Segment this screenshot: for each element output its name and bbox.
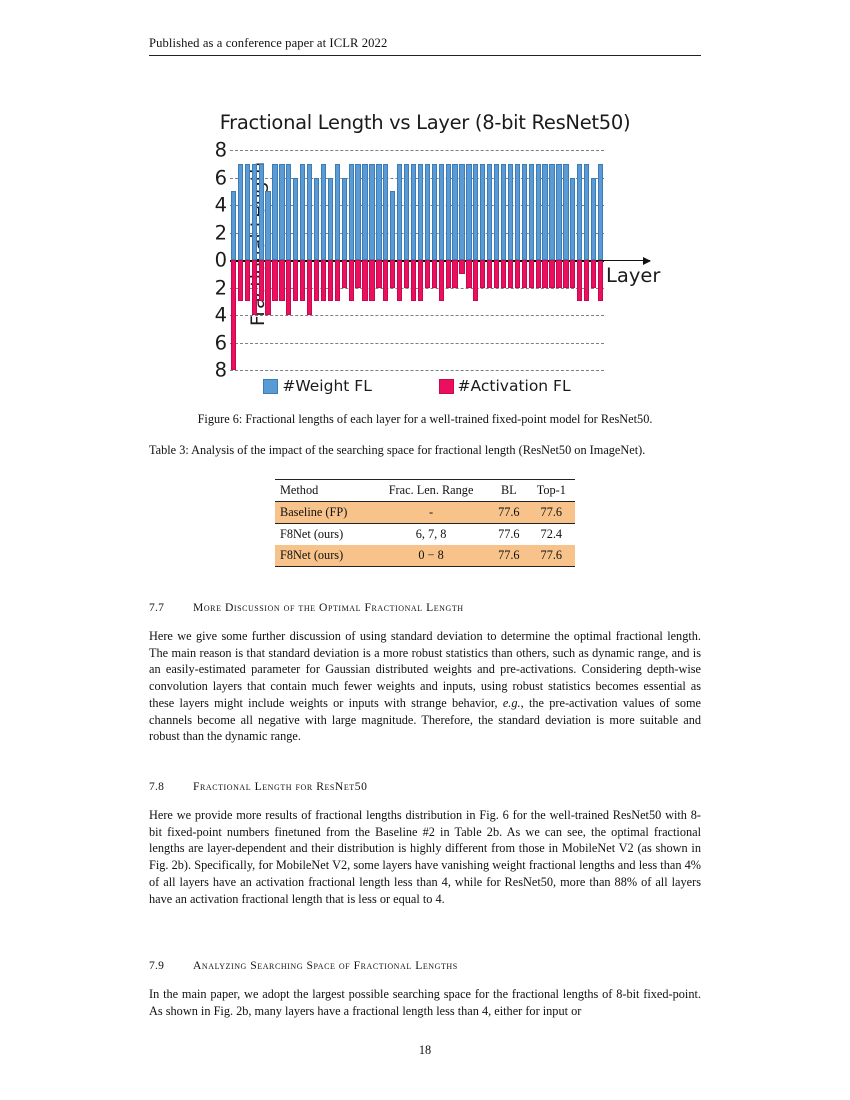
chart-y-tick-label: 8 — [214, 358, 227, 382]
chart-bar-weight-fl — [376, 164, 381, 260]
chart-y-axis-ticks — [195, 105, 227, 405]
section-title-7-7: More Discussion of the Optimal Fractional Length — [193, 601, 464, 614]
chart-bar-weight-fl — [529, 164, 534, 260]
chart-gridline — [230, 315, 604, 316]
chart-bar-activation-fl — [369, 260, 374, 301]
section-number-7-7: 7.7 — [149, 601, 165, 614]
chart-bar-weight-fl — [452, 164, 457, 260]
chart-bar-weight-fl — [286, 164, 291, 260]
chart-bar-weight-fl — [542, 164, 547, 260]
legend-swatch-pink-icon — [439, 379, 454, 394]
chart-bar-activation-fl — [321, 260, 326, 301]
chart-bar-activation-fl — [355, 260, 360, 288]
chart-bar-activation-fl — [245, 260, 250, 301]
chart-bar-activation-fl — [231, 260, 236, 370]
chart-bar-weight-fl — [508, 164, 513, 260]
chart-legend — [230, 377, 604, 395]
legend-item-weight-fl — [263, 377, 371, 395]
chart-bar-activation-fl — [494, 260, 499, 288]
table-header-top1: Top-1 — [528, 480, 575, 502]
chart-bar-weight-fl — [252, 164, 257, 260]
chart-bar-activation-fl — [404, 260, 409, 288]
chart-bar-weight-fl — [591, 178, 596, 261]
chart-bar-activation-fl — [446, 260, 451, 288]
table-cell-top1: 77.6 — [528, 502, 575, 524]
chart-bar-weight-fl — [577, 164, 582, 260]
chart-bar-weight-fl — [439, 164, 444, 260]
chart-bar-activation-fl — [383, 260, 388, 301]
chart-bar-weight-fl — [293, 178, 298, 261]
chart-bar-weight-fl — [418, 164, 423, 260]
chart-bar-weight-fl — [238, 164, 243, 260]
table-cell-bl: 77.6 — [490, 524, 528, 546]
chart-bar-weight-fl — [570, 178, 575, 261]
chart-bar-activation-fl — [335, 260, 340, 301]
chart-bar-weight-fl — [349, 164, 354, 260]
legend-label-activation-fl: #Activation FL — [457, 377, 571, 395]
table-head — [275, 480, 575, 502]
table-cell-frac-len-range: 0 − 8 — [372, 545, 490, 567]
table-cell-method: F8Net (ours) — [275, 524, 372, 546]
chart-bar-activation-fl — [432, 260, 437, 288]
chart-bar-weight-fl — [259, 164, 264, 260]
chart-bar-activation-fl — [591, 260, 596, 288]
chart-bar-weight-fl — [501, 164, 506, 260]
chart-y-tick-label: 4 — [214, 193, 227, 217]
section-heading-7-7 — [149, 601, 701, 614]
chart-bar-activation-fl — [487, 260, 492, 288]
chart-bar-weight-fl — [432, 164, 437, 260]
chart-bar-activation-fl — [466, 260, 471, 288]
table-3-wrapper — [275, 479, 575, 567]
chart-bar-weight-fl — [321, 164, 326, 260]
chart-bar-weight-fl — [369, 164, 374, 260]
chart-bar-weight-fl — [335, 164, 340, 260]
chart-plot-area — [230, 150, 661, 370]
chart-bar-weight-fl — [265, 191, 270, 260]
figure-caption: Figure 6: Fractional lengths of each layer for a well-trained fixed-point model for ResNet50. — [197, 412, 653, 426]
table-cell-frac-len-range: 6, 7, 8 — [372, 524, 490, 546]
chart-bar-activation-fl — [508, 260, 513, 288]
chart-bar-activation-fl — [549, 260, 554, 288]
chart-bar-activation-fl — [286, 260, 291, 315]
chart-bar-weight-fl — [231, 191, 236, 260]
chart-bar-activation-fl — [542, 260, 547, 288]
chart-bar-activation-fl — [439, 260, 444, 301]
section-body-7-8: Here we provide more results of fractional lengths distribution in Fig. 6 for the well-trained ResNet50 with 8-bit fixed-point numbers finetuned from the Baseline #2 in Table 2b. As we can see, the optimal fractional lengths are layer-dependent and their distribution is highly different from those in MobileNet V2 (as shown in Fig. 2b). Specifically, for MobileNet V2, some layers have vanishing weight fractional lengths and less than 4% of all layers have an activation fractional length less than 4, while for ResNet50, more than 88% of all layers have an activation fractional length that is less or equal to 4. — [149, 808, 701, 906]
table-header-row — [275, 480, 575, 502]
chart-bar-activation-fl — [376, 260, 381, 288]
table-row — [275, 502, 575, 524]
chart-bar-weight-fl — [355, 164, 360, 260]
legend-item-activation-fl — [439, 377, 571, 395]
chart-bar-weight-fl — [549, 164, 554, 260]
table-header-frac-len-range: Frac. Len. Range — [372, 480, 490, 502]
table-header-bl: BL — [490, 480, 528, 502]
section-heading-7-8 — [149, 780, 701, 793]
chart-bar-activation-fl — [342, 260, 347, 288]
chart-bar-activation-fl — [307, 260, 312, 315]
chart-bar-weight-fl — [598, 164, 603, 260]
chart-bar-weight-fl — [307, 164, 312, 260]
chart-title: Fractional Length vs Layer (8-bit ResNet50) — [219, 111, 631, 134]
page-number: 18 — [418, 1043, 432, 1057]
chart-bar-activation-fl — [522, 260, 527, 288]
chart-bar-activation-fl — [293, 260, 298, 301]
chart-bar-weight-fl — [556, 164, 561, 260]
chart-bar-activation-fl — [390, 260, 395, 288]
chart-x-axis-label: Layer — [606, 264, 661, 287]
chart-y-tick-label: 6 — [214, 330, 227, 354]
section-number-7-8: 7.8 — [149, 780, 165, 793]
chart-bar-weight-fl — [494, 164, 499, 260]
chart-y-tick-label: 2 — [214, 275, 227, 299]
chart-bar-weight-fl — [473, 164, 478, 260]
chart-bar-activation-fl — [452, 260, 457, 288]
section-title-7-8: Fractional Length for ResNet50 — [193, 780, 368, 793]
chart-bar-weight-fl — [342, 178, 347, 261]
table-row — [275, 545, 575, 567]
chart-bar-activation-fl — [279, 260, 284, 301]
section-number-7-9: 7.9 — [149, 959, 165, 972]
section-title-7-9: Analyzing Searching Space of Fractional Lengths — [193, 959, 458, 972]
table-row — [275, 524, 575, 546]
legend-swatch-blue-icon — [263, 379, 278, 394]
chart-y-tick-label: 6 — [214, 165, 227, 189]
chart-bar-activation-fl — [563, 260, 568, 288]
chart-bar-weight-fl — [411, 164, 416, 260]
chart-fractional-length-vs-layer — [149, 105, 701, 405]
chart-bar-activation-fl — [598, 260, 603, 301]
chart-bar-weight-fl — [272, 164, 277, 260]
chart-bar-weight-fl — [466, 164, 471, 260]
chart-bar-weight-fl — [300, 164, 305, 260]
table-3 — [275, 479, 575, 567]
chart-y-tick-label: 2 — [214, 220, 227, 244]
chart-bar-activation-fl — [397, 260, 402, 301]
chart-bar-activation-fl — [570, 260, 575, 288]
chart-bar-weight-fl — [536, 164, 541, 260]
chart-bar-activation-fl — [418, 260, 423, 301]
chart-bar-weight-fl — [487, 164, 492, 260]
table-cell-top1: 77.6 — [528, 545, 575, 567]
chart-y-tick-label: 4 — [214, 303, 227, 327]
chart-bar-weight-fl — [390, 191, 395, 260]
chart-bar-activation-fl — [300, 260, 305, 301]
chart-bar-activation-fl — [501, 260, 506, 288]
chart-y-tick-label: 0 — [214, 248, 227, 272]
table-caption: Table 3: Analysis of the impact of the searching space for fractional length (ResNet50 on ImageNet). — [149, 443, 646, 457]
chart-bar-activation-fl — [425, 260, 430, 288]
table-cell-bl: 77.6 — [490, 502, 528, 524]
chart-bar-activation-fl — [411, 260, 416, 301]
header-rule — [149, 55, 701, 56]
chart-bar-activation-fl — [252, 260, 257, 315]
chart-bar-activation-fl — [480, 260, 485, 288]
table-cell-method: F8Net (ours) — [275, 545, 372, 567]
chart-bar-activation-fl — [314, 260, 319, 301]
chart-bar-weight-fl — [397, 164, 402, 260]
chart-bar-weight-fl — [480, 164, 485, 260]
chart-bar-weight-fl — [522, 164, 527, 260]
chart-bar-activation-fl — [259, 260, 264, 301]
table-header-method: Method — [275, 480, 372, 502]
section-heading-7-9 — [149, 959, 701, 972]
chart-bar-weight-fl — [279, 164, 284, 260]
section-body-7-7: Here we give some further discussion of using standard deviation to determine the optimal fractional length. The main reason is that standard deviation is a more robust statistics than others, such as dynamic range, and is an easily-estimated parameter for Gaussian distributed weights and pre-activations. Considering depth-wise convolution layers that contain much fewer weights and inputs, using robust statistics becomes essential as these layers might include weights or inputs with strange behavior, e.g., the pre-activation values of some channels become all negative with large magnitude. Therefore, the standard deviation is more suitable and robust than the dynamic range. — [149, 629, 701, 744]
table-body — [275, 502, 575, 567]
running-header: Published as a conference paper at ICLR 2022 — [149, 36, 388, 50]
chart-bar-activation-fl — [515, 260, 520, 288]
chart-bar-activation-fl — [238, 260, 243, 301]
chart-bar-weight-fl — [515, 164, 520, 260]
chart-bar-weight-fl — [425, 164, 430, 260]
chart-bar-activation-fl — [272, 260, 277, 301]
chart-gridline — [230, 370, 604, 371]
table-cell-bl: 77.6 — [490, 545, 528, 567]
figure-6 — [149, 105, 701, 405]
chart-bar-activation-fl — [328, 260, 333, 301]
chart-y-tick-label: 8 — [214, 138, 227, 162]
chart-bar-weight-fl — [584, 164, 589, 260]
chart-x-axis-arrow-icon — [598, 260, 650, 261]
chart-bar-weight-fl — [245, 164, 250, 260]
chart-bar-activation-fl — [536, 260, 541, 288]
table-cell-method: Baseline (FP) — [275, 502, 372, 524]
section-body-7-9: In the main paper, we adopt the largest possible searching space for the fractional lengths of 8-bit fixed-point. As shown in Fig. 2b, many layers have a fractional length less than 4, either for input or — [149, 987, 701, 1018]
table-cell-frac-len-range: - — [372, 502, 490, 524]
chart-bar-activation-fl — [584, 260, 589, 301]
chart-bar-weight-fl — [383, 164, 388, 260]
chart-bar-activation-fl — [265, 260, 270, 315]
chart-bar-weight-fl — [404, 164, 409, 260]
chart-bar-activation-fl — [459, 260, 464, 274]
chart-bar-weight-fl — [563, 164, 568, 260]
legend-label-weight-fl: #Weight FL — [282, 377, 372, 395]
chart-bar-activation-fl — [556, 260, 561, 288]
chart-bar-weight-fl — [314, 178, 319, 261]
chart-bar-activation-fl — [362, 260, 367, 301]
chart-bar-activation-fl — [577, 260, 582, 301]
chart-bar-weight-fl — [362, 164, 367, 260]
chart-bar-weight-fl — [459, 164, 464, 260]
chart-bar-weight-fl — [328, 178, 333, 261]
chart-bar-weight-fl — [446, 164, 451, 260]
table-cell-top1: 72.4 — [528, 524, 575, 546]
chart-bar-activation-fl — [349, 260, 354, 301]
chart-gridline — [230, 150, 604, 151]
chart-bar-activation-fl — [473, 260, 478, 301]
chart-bar-activation-fl — [529, 260, 534, 288]
chart-gridline — [230, 343, 604, 344]
